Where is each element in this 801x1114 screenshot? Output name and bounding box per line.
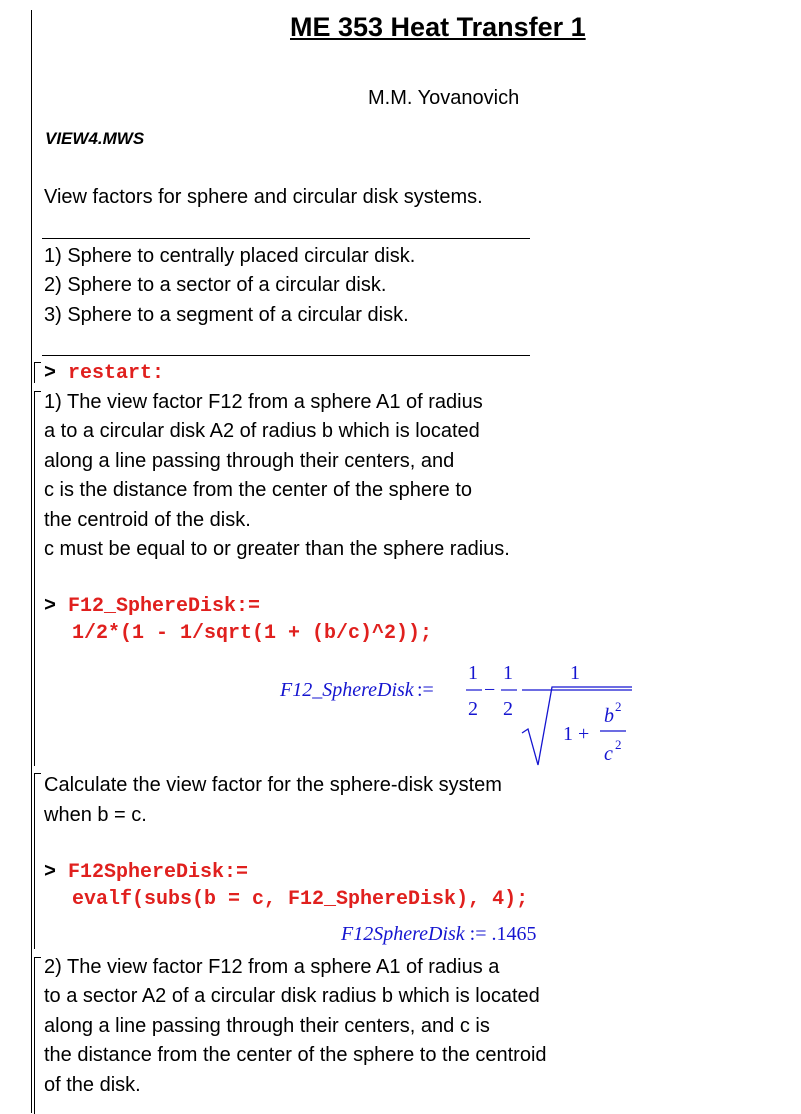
sphere-disk-output	[270, 655, 650, 770]
c-symbol: c	[604, 743, 613, 765]
eval-output-assign: :=	[469, 923, 487, 945]
sphere-disk-eval-line2[interactable]: evalf(subs(b = c, F12_SphereDisk), 4);	[72, 888, 529, 911]
half-denominator: 2	[503, 698, 513, 720]
section3-line-5: of the disk.	[44, 1074, 141, 1096]
sphere-disk-eval-output	[341, 923, 537, 946]
intro-item-3: 3) Sphere to a segment of a circular disk.	[44, 304, 409, 326]
minus-sign: −	[484, 679, 496, 701]
sphere-disk-input-line1: F12_SphereDisk:=	[68, 595, 261, 618]
prompt-symbol: >	[44, 861, 57, 884]
prompt-symbol: >	[44, 362, 57, 385]
intro-rule-top	[42, 238, 530, 239]
section3-line-1: 2) The view factor F12 from a sphere A1 of radius a	[44, 956, 500, 978]
page-title: ME 353 Heat Transfer 1	[290, 12, 586, 42]
exec-group-bracket	[34, 362, 41, 383]
one-plus: 1 +	[563, 723, 590, 745]
sphere-disk-eval-line1: F12SphereDisk:=	[68, 861, 249, 884]
fraction-numerator: 1	[570, 662, 580, 684]
restart-command: restart:	[68, 362, 165, 385]
intro-description: View factors for sphere and circular disk systems.	[44, 186, 483, 208]
b-exponent: 2	[615, 699, 622, 714]
half-denominator: 2	[468, 698, 478, 720]
b-symbol: b	[604, 705, 614, 727]
sphere-disk-input-line2[interactable]: 1/2*(1 - 1/sqrt(1 + (b/c)^2));	[72, 622, 433, 645]
half-numerator: 1	[503, 662, 513, 684]
section1-line-5: the centroid of the disk.	[44, 509, 251, 531]
exec-group-bracket	[34, 773, 41, 949]
section1-line-1: 1) The view factor F12 from a sphere A1 of radius	[44, 391, 483, 413]
restart-input[interactable]	[44, 359, 164, 388]
intro-rule-bottom	[42, 355, 530, 356]
section3-line-4: the distance from the center of the sphere to the centroid	[44, 1044, 547, 1066]
section1-line-2: a to a circular disk A2 of radius b which is located	[44, 420, 480, 442]
half-numerator: 1	[468, 662, 478, 684]
section2-line-1: Calculate the view factor for the sphere-disk system	[44, 774, 502, 796]
author-name: M.M. Yovanovich	[368, 87, 520, 109]
section1-line-3: along a line passing through their centers, and	[44, 450, 455, 472]
eval-output-lhs: F12SphereDisk	[341, 923, 465, 945]
section1-line-6: c must be equal to or greater than the sphere radius.	[44, 538, 510, 560]
filename-label: VIEW4.MWS	[45, 129, 145, 148]
worksheet-left-border	[31, 10, 32, 1113]
intro-item-1: 1) Sphere to centrally placed circular disk.	[44, 245, 416, 267]
eval-output-value: .1465	[491, 923, 537, 945]
exec-group-bracket	[34, 957, 41, 1114]
prompt-symbol: >	[44, 595, 57, 618]
exec-group-bracket	[34, 391, 41, 766]
output-assign: :=	[417, 679, 434, 701]
intro-item-2: 2) Sphere to a sector of a circular disk.	[44, 274, 387, 296]
section1-line-4: c is the distance from the center of the sphere to	[44, 479, 473, 501]
section3-line-2: to a sector A2 of a circular disk radius b which is located	[44, 985, 540, 1007]
output-lhs: F12_SphereDisk	[280, 679, 414, 701]
c-exponent: 2	[615, 737, 622, 752]
sphere-disk-input[interactable]	[44, 592, 260, 621]
sphere-disk-eval-input[interactable]	[44, 858, 248, 887]
section3-line-3: along a line passing through their centers, and c is	[44, 1015, 490, 1037]
section2-line-2: when b = c.	[44, 804, 147, 826]
